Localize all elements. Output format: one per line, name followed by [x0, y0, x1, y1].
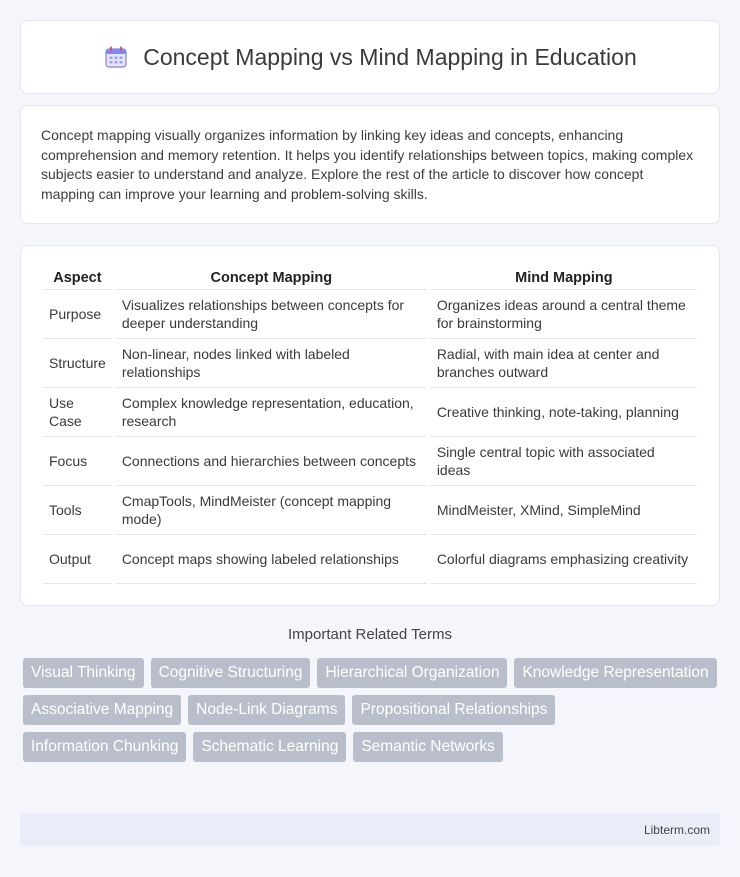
- table-cell: Connections and hierarchies between concepts: [114, 437, 429, 486]
- related-terms-title: Important Related Terms: [288, 626, 452, 643]
- table-cell: Creative thinking, note-taking, planning: [429, 388, 697, 437]
- intro-card: [20, 105, 720, 224]
- table-cell: Tools: [43, 486, 114, 535]
- footer-brand-link[interactable]: Libterm.com: [643, 823, 710, 837]
- table-cell: Non-linear, nodes linked with labeled relationships: [114, 339, 429, 388]
- related-term-tag[interactable]: Information Chunking: [23, 732, 186, 762]
- table-cell: CmapTools, MindMeister (concept mapping mode): [114, 486, 429, 535]
- table-row: [43, 486, 697, 535]
- table-cell: Single central topic with associated ideas: [429, 437, 697, 486]
- table-cell: Radial, with main idea at center and branches outward: [429, 339, 697, 388]
- table-row: [43, 437, 697, 486]
- table-row: [43, 339, 697, 388]
- table-row: [43, 388, 697, 437]
- related-term-tag[interactable]: Propositional Relationships: [352, 695, 555, 725]
- related-term-tag[interactable]: Knowledge Representation: [514, 658, 716, 688]
- table-header-row: [43, 266, 697, 290]
- comparison-table: [43, 266, 697, 584]
- table-cell: Purpose: [43, 290, 114, 339]
- related-term-tag[interactable]: Associative Mapping: [23, 695, 181, 725]
- intro-text: Concept mapping visually organizes information by linking key ideas and concepts, enhancing comprehension and memory retention. It helps you identify relationships between topics, making complex subjects easier to understand and analyze. Explore the rest of the article to discover how concept mapping can improve your learning and problem-solving skills.: [41, 127, 694, 202]
- footer: [20, 813, 720, 846]
- related-term-tag[interactable]: Node-Link Diagrams: [188, 695, 345, 725]
- related-term-tag[interactable]: Schematic Learning: [193, 732, 346, 762]
- table-row: [43, 535, 697, 584]
- table-cell: Colorful diagrams emphasizing creativity: [429, 535, 697, 584]
- page-title: Concept Mapping vs Mind Mapping in Education: [143, 43, 637, 70]
- related-term-tag[interactable]: Visual Thinking: [23, 658, 144, 688]
- title-card: [20, 20, 720, 94]
- table-cell: Visualizes relationships between concepts for deeper understanding: [114, 290, 429, 339]
- related-terms-list: [23, 658, 723, 762]
- table-cell: Focus: [43, 437, 114, 486]
- header-concept-mapping: Concept Mapping: [114, 266, 429, 290]
- table-cell: Concept maps showing labeled relationships: [114, 535, 429, 584]
- table-cell: Output: [43, 535, 114, 584]
- comparison-table-card: [20, 245, 720, 606]
- table-cell: Structure: [43, 339, 114, 388]
- header-aspect: Aspect: [43, 266, 114, 290]
- table-row: [43, 290, 697, 339]
- header-mind-mapping: Mind Mapping: [429, 266, 697, 290]
- table-cell: Complex knowledge representation, education, research: [114, 388, 429, 437]
- related-term-tag[interactable]: Cognitive Structuring: [151, 658, 311, 688]
- calendar-icon: [103, 44, 129, 70]
- related-term-tag[interactable]: Semantic Networks: [353, 732, 503, 762]
- table-cell: MindMeister, XMind, SimpleMind: [429, 486, 697, 535]
- related-term-tag[interactable]: Hierarchical Organization: [317, 658, 507, 688]
- table-cell: Use Case: [43, 388, 114, 437]
- table-cell: Organizes ideas around a central theme for brainstorming: [429, 290, 697, 339]
